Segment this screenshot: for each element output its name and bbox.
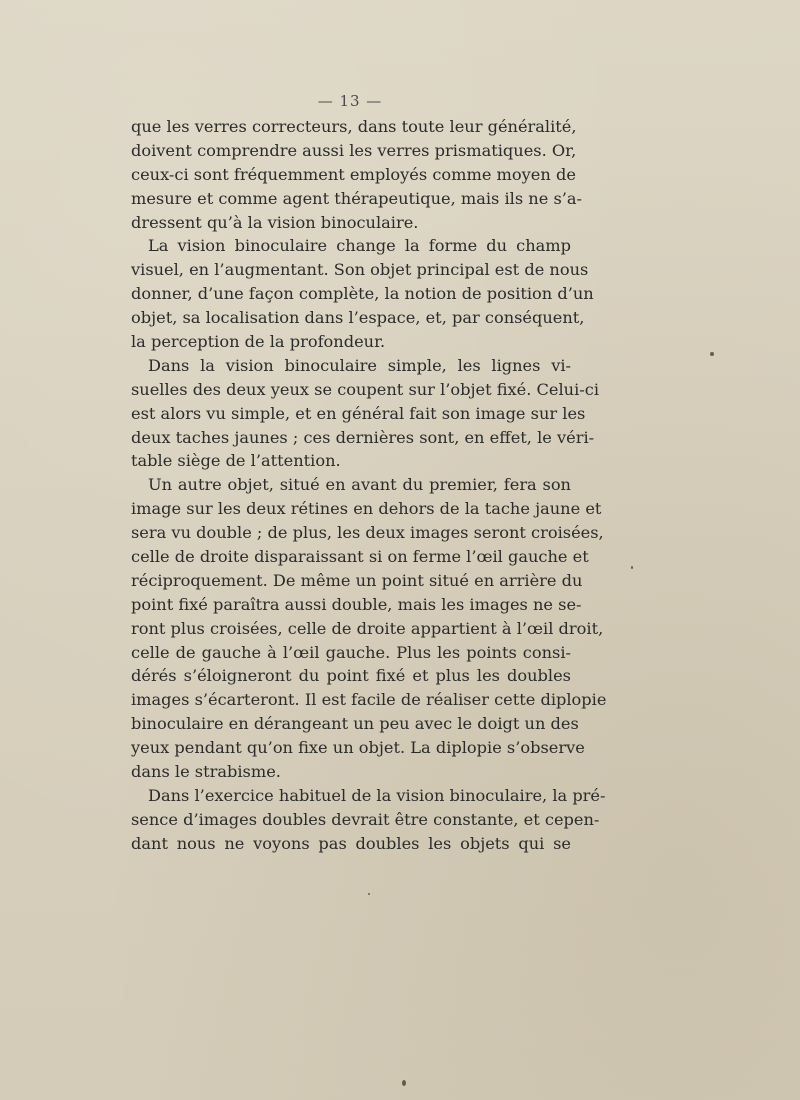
paper-speck [368,893,370,895]
paper-speck [631,566,633,569]
text-line: La vision binoculaire change la forme du champ [148,236,571,256]
text-line: Dans l’exercice habituel de la vision binoculaire, la pré- [148,785,606,805]
text-line: ceux-ci sont fréquemment employés comme moyen de [131,164,576,184]
text-line: Dans la vision binoculaire simple, les lignes vi- [148,355,571,375]
text-line: donner, d’une façon complète, la notion de position d’un [131,284,594,304]
page-number: — 13 — [317,92,383,110]
text-line: sera vu double ; de plus, les deux images seront croisées, [131,523,604,543]
text-line: binoculaire en dérangeant un peu avec le doigt un des [131,714,579,734]
text-line: est alors vu simple, et en général fait son image sur les [131,403,586,423]
text-line: que les verres correcteurs, dans toute leur généralité, [131,117,577,136]
text-line: point fixé paraîtra aussi double, mais les images ne se- [131,594,582,614]
text-line: dans le strabisme. [131,762,281,782]
text-line: images s’écarteront. Il est facile de réaliser cette diplopie [131,690,607,710]
text-line: celle de gauche à l’œil gauche. Plus les points consi- [131,642,571,662]
text-line: dérés s’éloigneront du point fixé et plus les doubles [131,666,571,686]
text-line: suelles des deux yeux se coupent sur l’objet fixé. Celui-ci [131,379,599,399]
text-line: mesure et comme agent thérapeutique, mais ils ne s’a- [131,188,583,208]
paper-speck [710,352,714,356]
text-line: deux taches jaunes ; ces dernières sont, en effet, le véri- [131,427,595,447]
text-line: celle de droite disparaissant si on ferme l’œil gauche et [131,547,589,567]
text-line: objet, sa localisation dans l’espace, et, par conséquent, [131,308,585,328]
text-line: Un autre objet, situé en avant du premier, fera son [148,475,571,495]
text-line: dressent qu’à la vision binoculaire. [131,212,419,232]
text-line: réciproquement. De même un point situé en arrière du [131,570,583,590]
text-line: visuel, en l’augmentant. Son objet principal est de nous [131,260,589,280]
text-line: yeux pendant qu’on fixe un objet. La diplopie s’observe [131,738,585,758]
text-line: dant nous ne voyons pas doubles les objets qui se [131,833,571,853]
body-text [131,115,607,856]
text-line: ront plus croisées, celle de droite appartient à l’œil droit, [131,618,604,638]
text-line: image sur les deux rétines en dehors de la tache jaune et [131,499,602,519]
text-line: la perception de la profondeur. [131,332,386,352]
paper-speck [402,1080,406,1086]
text-line: doivent comprendre aussi les verres prismatiques. Or, [131,140,577,160]
text-line: table siège de l’attention. [131,451,341,471]
text-line: sence d’images doubles devrait être constante, et cepen- [131,809,600,829]
